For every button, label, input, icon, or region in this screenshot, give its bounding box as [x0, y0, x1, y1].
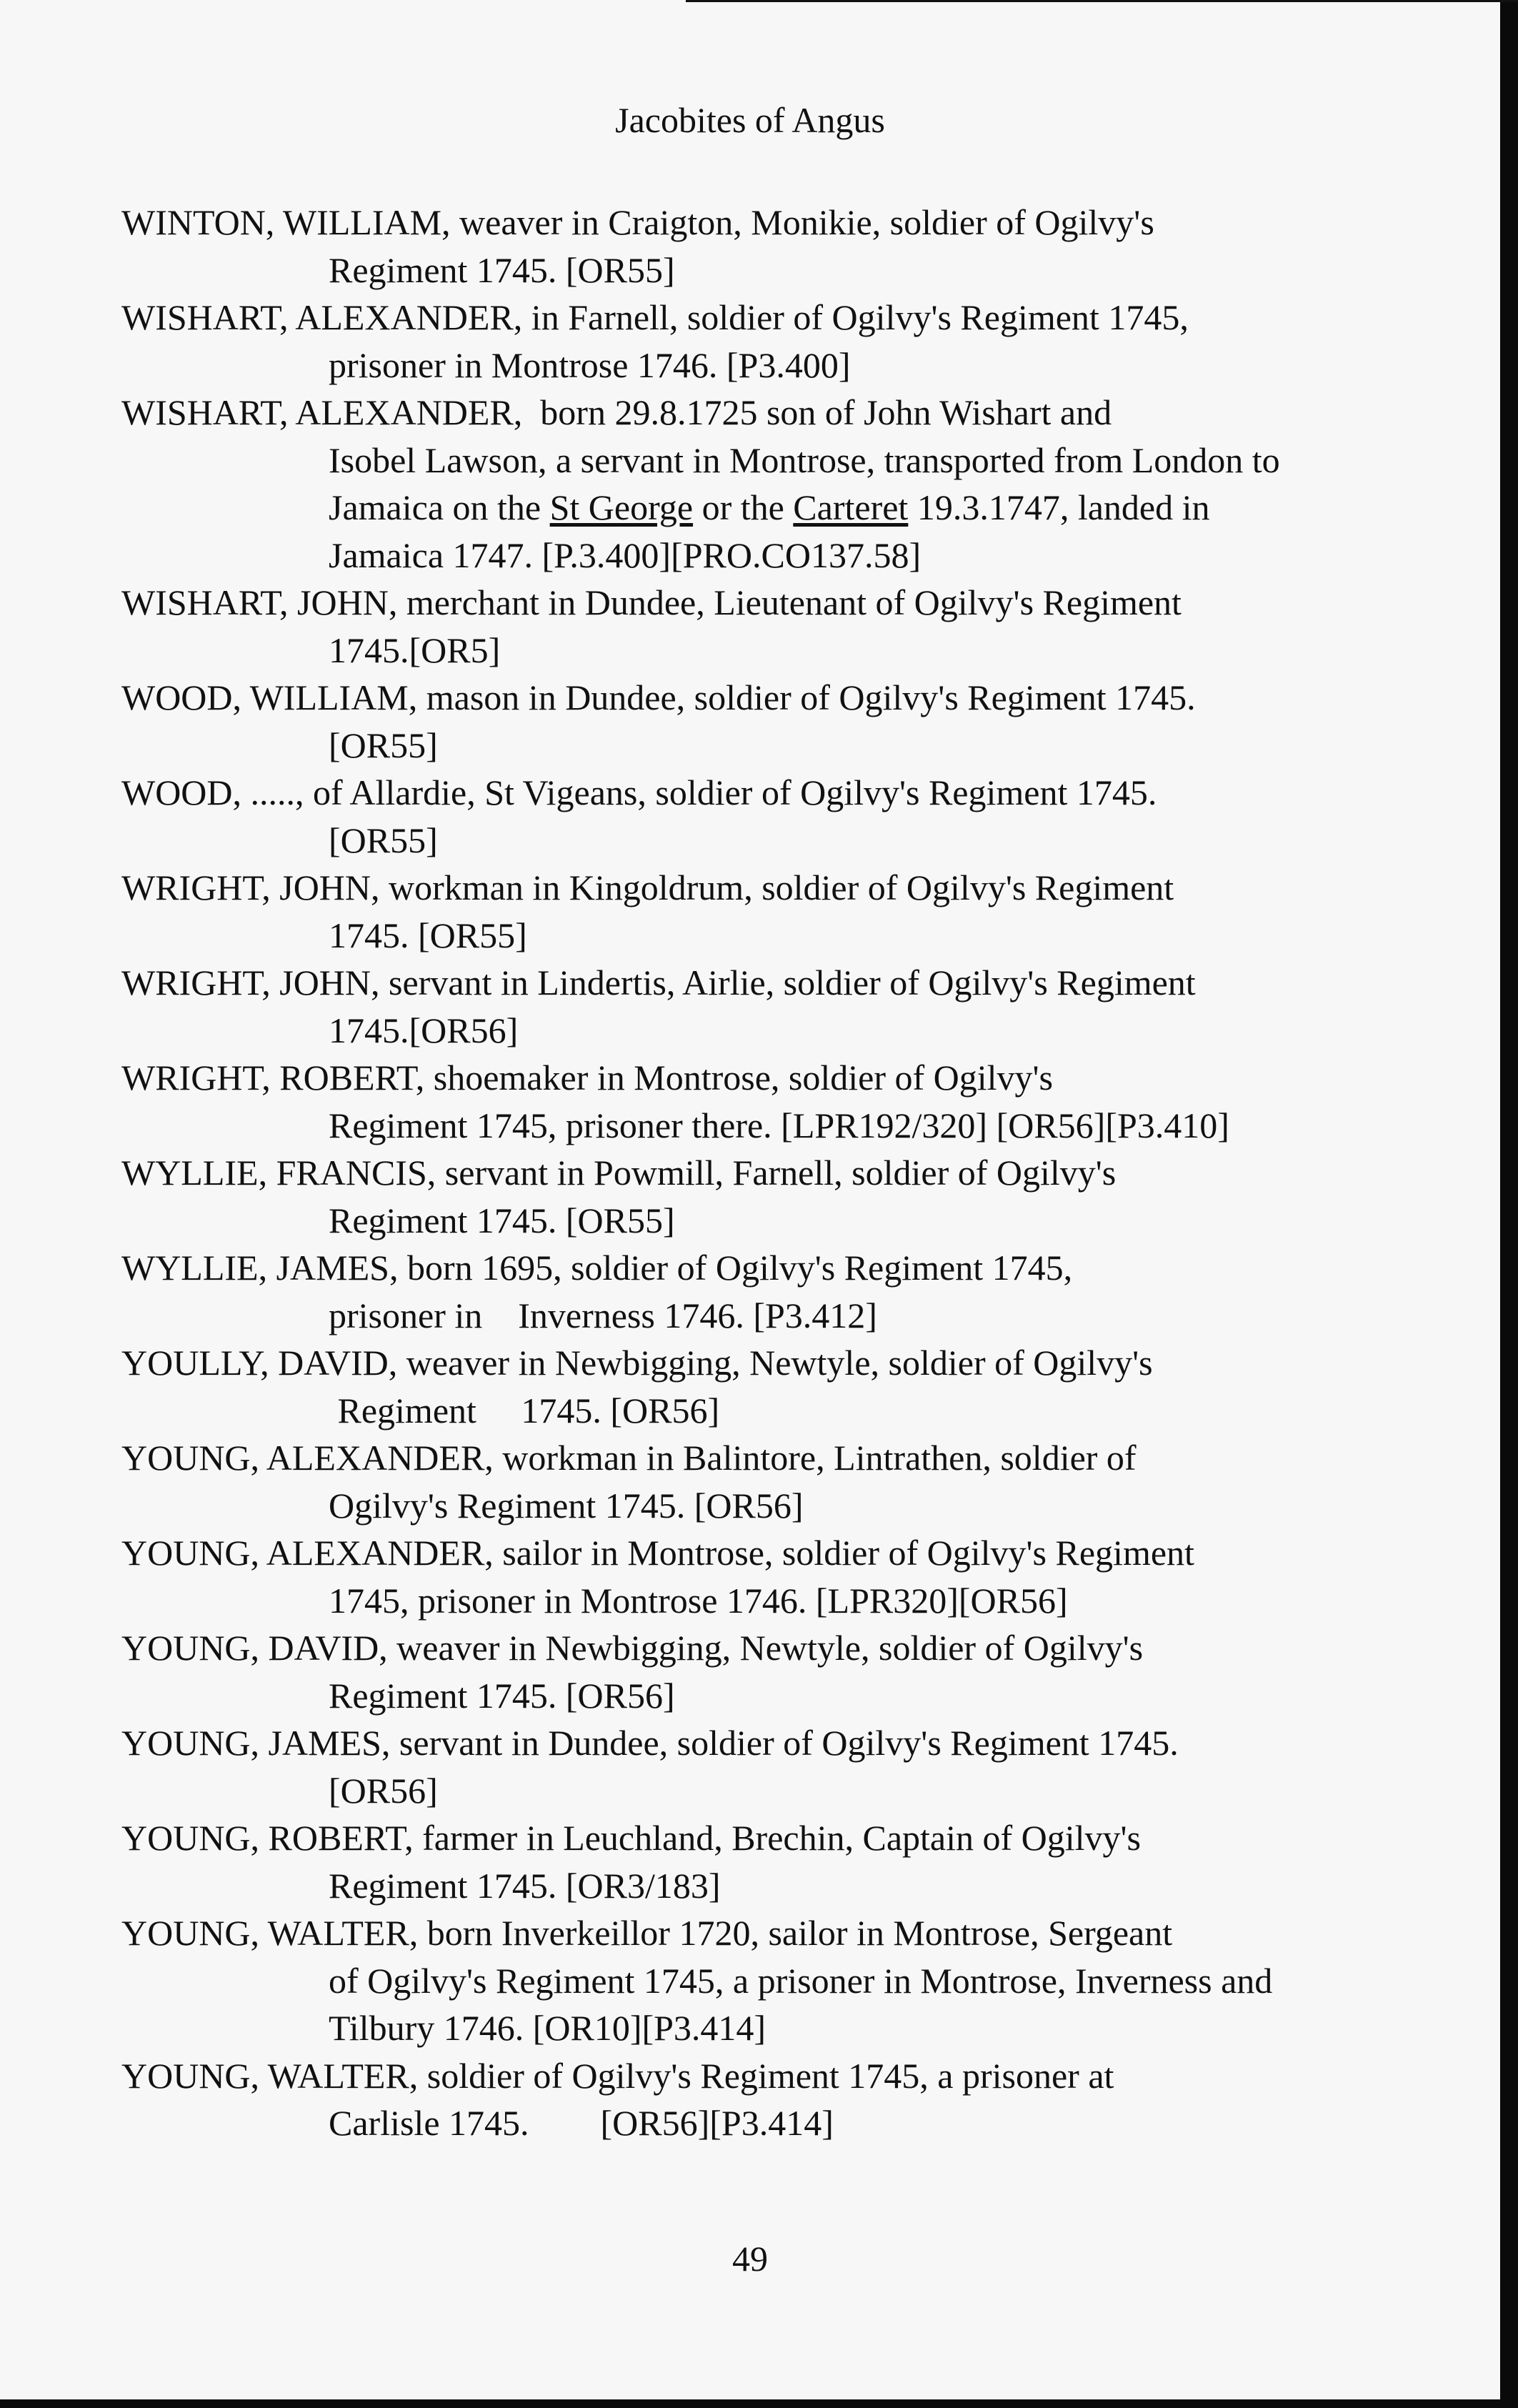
- entry-line: WYLLIE, FRANCIS, servant in Powmill, Farnell, soldier of Ogilvy's: [121, 1153, 1117, 1193]
- entry-text: Jamaica on the: [329, 487, 550, 527]
- entry-line: Regiment 1745. [OR56]: [329, 1390, 720, 1431]
- entry-line: YOUNG, ROBERT, farmer in Leuchland, Brechin, Captain of Ogilvy's: [121, 1818, 1142, 1858]
- entry-line: WINTON, WILLIAM, weaver in Craigton, Monikie, soldier of Ogilvy's: [121, 202, 1154, 242]
- list-item: [121, 579, 1336, 674]
- list-item: [121, 1054, 1336, 1149]
- list-item: [121, 1244, 1336, 1339]
- entry-line: Regiment 1745. [OR55]: [329, 249, 675, 290]
- entry-line: prisoner in Montrose 1746. [P3.400]: [329, 344, 851, 385]
- entry-line: prisoner in Inverness 1746. [P3.412]: [329, 1295, 877, 1335]
- list-item: [121, 389, 1336, 579]
- list-item: [121, 1719, 1336, 1814]
- list-item: [121, 199, 1336, 294]
- entry-line: WOOD, ....., of Allardie, St Vigeans, soldier of Ogilvy's Regiment 1745.: [121, 772, 1157, 812]
- list-item: [121, 1434, 1336, 1529]
- entry-line: Isobel Lawson, a servant in Montrose, transported from London to: [329, 439, 1280, 480]
- list-item: [121, 2052, 1336, 2147]
- list-item: [121, 864, 1336, 959]
- entry-line: YOULLY, DAVID, weaver in Newbigging, Newtyle, soldier of Ogilvy's: [121, 1343, 1153, 1383]
- entry-line: 1745, prisoner in Montrose 1746. [LPR320][OR56]: [329, 1580, 1068, 1621]
- entry-line: YOUNG, WALTER, soldier of Ogilvy's Regiment 1745, a prisoner at: [121, 2055, 1114, 2096]
- entry-line: WRIGHT, JOHN, servant in Lindertis, Airlie, soldier of Ogilvy's Regiment: [121, 962, 1196, 1002]
- list-item: [121, 1909, 1336, 2052]
- list-item: [121, 1339, 1336, 1434]
- entry-text: 19.3.1747, landed in: [908, 487, 1210, 527]
- entry-line: WISHART, ALEXANDER, born 29.8.1725 son of John Wishart and: [121, 392, 1112, 432]
- list-item: [121, 674, 1336, 769]
- list-item: [121, 1149, 1336, 1244]
- entry-line: Regiment 1745. [OR3/183]: [329, 1865, 721, 1906]
- entry-line: WYLLIE, JAMES, born 1695, soldier of Ogilvy's Regiment 1745,: [121, 1248, 1073, 1288]
- entry-line: Regiment 1745. [OR56]: [329, 1675, 675, 1716]
- entry-text: or the: [693, 487, 794, 527]
- entry-line: [OR55]: [329, 820, 438, 860]
- entry-line: WISHART, JOHN, merchant in Dundee, Lieutenant of Ogilvy's Regiment: [121, 582, 1182, 622]
- entry-line: Carlisle 1745. [OR56][P3.414]: [329, 2103, 834, 2143]
- entry-line: WRIGHT, ROBERT, shoemaker in Montrose, soldier of Ogilvy's: [121, 1058, 1053, 1098]
- entry-line: of Ogilvy's Regiment 1745, a prisoner in Montrose, Inverness and: [329, 1960, 1273, 2001]
- entry-line: YOUNG, WALTER, born Inverkeillor 1720, sailor in Montrose, Sergeant: [121, 1913, 1173, 1953]
- entry-line: [225, 484, 1336, 532]
- entry-line: [OR55]: [329, 725, 438, 765]
- list-item: [121, 294, 1336, 389]
- entry-line: YOUNG, DAVID, weaver in Newbigging, Newtyle, soldier of Ogilvy's: [121, 1628, 1144, 1668]
- list-item: [121, 959, 1336, 1054]
- entry-list: [121, 199, 1336, 2147]
- entry-line: WRIGHT, JOHN, workman in Kingoldrum, soldier of Ogilvy's Regiment: [121, 867, 1174, 907]
- list-item: [121, 1529, 1336, 1624]
- page-number: 49: [732, 2239, 768, 2279]
- entry-line: Ogilvy's Regiment 1745. [OR56]: [329, 1485, 804, 1526]
- entry-line: Regiment 1745, prisoner there. [LPR192/320] [OR56][P3.410]: [329, 1105, 1229, 1145]
- entry-line: Jamaica 1747. [P.3.400][PRO.CO137.58]: [329, 534, 922, 575]
- entry-line: YOUNG, JAMES, servant in Dundee, soldier of Ogilvy's Regiment 1745.: [121, 1723, 1179, 1763]
- ship-name: Carteret: [793, 487, 909, 527]
- list-item: [121, 1814, 1336, 1909]
- list-item: [121, 1624, 1336, 1719]
- entry-line: 1745.[OR56]: [329, 1010, 519, 1050]
- entry-line: [OR56]: [329, 1770, 438, 1811]
- list-item: [121, 769, 1336, 864]
- entry-line: YOUNG, ALEXANDER, sailor in Montrose, soldier of Ogilvy's Regiment: [121, 1533, 1194, 1573]
- entry-line: Tilbury 1746. [OR10][P3.414]: [329, 2008, 767, 2048]
- entry-line: WISHART, ALEXANDER, in Farnell, soldier of Ogilvy's Regiment 1745,: [121, 297, 1189, 337]
- ship-name: St George: [549, 487, 694, 527]
- entry-line: Regiment 1745. [OR55]: [329, 1200, 675, 1240]
- entry-line: 1745. [OR55]: [329, 915, 527, 955]
- entry-line: WOOD, WILLIAM, mason in Dundee, soldier of Ogilvy's Regiment 1745.: [121, 677, 1196, 717]
- running-head: Jacobites of Angus: [615, 100, 885, 140]
- entry-line: 1745.[OR5]: [329, 630, 501, 670]
- entry-line: YOUNG, ALEXANDER, workman in Balintore, Lintrathen, soldier of: [121, 1438, 1137, 1478]
- scan-edge: [686, 0, 1518, 2]
